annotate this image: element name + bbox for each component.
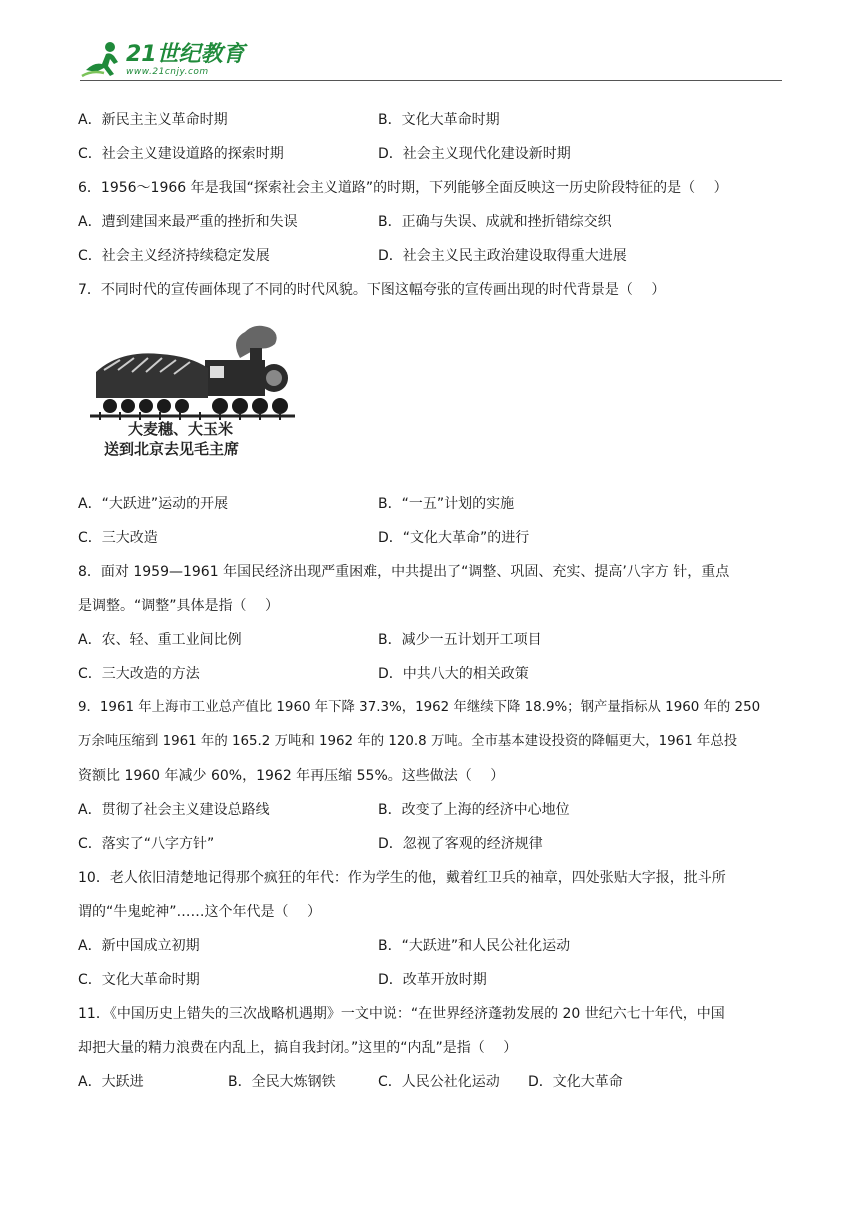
q11-option-a: A．大跃进 xyxy=(78,1074,144,1090)
q5-option-d: D．社会主义现代化建设新时期 xyxy=(378,146,571,162)
q6-option-b: B．正确与失误、成就和挫折错综交织 xyxy=(378,214,612,230)
q11-option-d: D．文化大革命 xyxy=(528,1074,623,1090)
q8-option-b: B．减少一五计划开工项目 xyxy=(378,632,542,648)
q7-option-c: C．三大改造 xyxy=(78,530,158,546)
q11-option-c: C．人民公社化运动 xyxy=(378,1074,500,1090)
runner-logo-icon xyxy=(80,40,122,80)
header-divider xyxy=(80,80,782,81)
q6-option-a: A．遭到建国来最严重的挫折和失误 xyxy=(78,214,298,230)
q10-option-a: A．新中国成立初期 xyxy=(78,938,200,954)
q8-option-d: D．中共八大的相关政策 xyxy=(378,666,529,682)
logo-url: www.21cnjy.com xyxy=(126,66,209,77)
propaganda-poster xyxy=(90,320,300,460)
q6-stem: 6．1956～1966 年是我国“探索社会主义道路”的时期，下列能够全面反映这一历史阶段特征的是（ ） xyxy=(78,180,728,196)
q9-stem-line-2: 万余吨压缩到 1961 年的 165.2 万吨和 1962 年的 120.8 万吨。全市基本建设投资的降幅更大，1961 年总投 xyxy=(78,734,738,749)
site-logo xyxy=(80,40,245,80)
q10-option-c: C．文化大革命时期 xyxy=(78,972,200,988)
q9-option-a: A．贯彻了社会主义建设总路线 xyxy=(78,802,270,818)
logo-number: 21 xyxy=(126,41,157,67)
q5-option-c: C．社会主义建设道路的探索时期 xyxy=(78,146,284,162)
q8-stem-line-1: 8．面对 1959—1961 年国民经济出现严重困难，中共提出了“调整、巩固、充实、提高’八字方 针，重点 xyxy=(78,564,730,580)
q9-option-d: D．忽视了客观的经济规律 xyxy=(378,836,543,852)
q6-option-d: D．社会主义民主政治建设取得重大进展 xyxy=(378,248,627,264)
q7-stem: 7．不同时代的宣传画体现了不同的时代风貌。下图这幅夸张的宣传画出现的时代背景是（ ） xyxy=(78,282,666,298)
q7-option-d: D．“文化大革命”的进行 xyxy=(378,530,530,546)
q7-option-b: B．“一五”计划的实施 xyxy=(378,496,515,512)
q9-option-b: B．改变了上海的经济中心地位 xyxy=(378,802,570,818)
poster-caption-line-2: 送到北京去见毛主席 xyxy=(104,440,240,458)
q10-stem-line-2: 谓的“牛鬼蛇神”……这个年代是（ ） xyxy=(78,904,321,920)
q5-option-a: A．新民主主义革命时期 xyxy=(78,112,228,128)
q8-option-c: C．三大改造的方法 xyxy=(78,666,200,682)
q7-option-a: A．“大跃进”运动的开展 xyxy=(78,496,229,512)
q11-stem-line-2: 却把大量的精力浪费在内乱上，搞自我封闭。”这里的“内乱”是指（ ） xyxy=(78,1040,518,1056)
q8-stem-line-2: 是调整。“调整”具体是指（ ） xyxy=(78,598,279,614)
page-header xyxy=(80,38,782,82)
q11-option-b: B．全民大炼钢铁 xyxy=(228,1074,336,1090)
q11-stem-line-1: 11．《中国历史上错失的三次战略机遇期》一文中说：“在世界经济蓬勃发展的 20 世纪六七十年代，中国 xyxy=(78,1006,725,1022)
q5-option-b: B．文化大革命时期 xyxy=(378,112,500,128)
q9-option-c: C．落实了“八字方针” xyxy=(78,836,215,852)
q10-option-b: B．“大跃进”和人民公社化运动 xyxy=(378,938,571,954)
q6-option-c: C．社会主义经济持续稳定发展 xyxy=(78,248,270,264)
q8-option-a: A．农、轻、重工业间比例 xyxy=(78,632,242,648)
train-poster-image xyxy=(90,320,300,460)
poster-caption-line-1: 大麦穗、大玉米 xyxy=(128,420,234,438)
q10-option-d: D．改革开放时期 xyxy=(378,972,487,988)
q9-stem-line-3: 资额比 1960 年减少 60%，1962 年再压缩 55%。这些做法（ ） xyxy=(78,768,505,784)
q9-stem-line-1: 9．1961 年上海市工业总产值比 1960 年下降 37.3%，1962 年继续下降 18.9%；钢产量指标从 1960 年的 250 xyxy=(78,700,761,715)
q10-stem-line-1: 10．老人依旧清楚地记得那个疯狂的年代：作为学生的他，戴着红卫兵的袖章，四处张贴大字报，批斗所 xyxy=(78,870,726,886)
logo-title: 世纪教育 xyxy=(156,41,245,67)
